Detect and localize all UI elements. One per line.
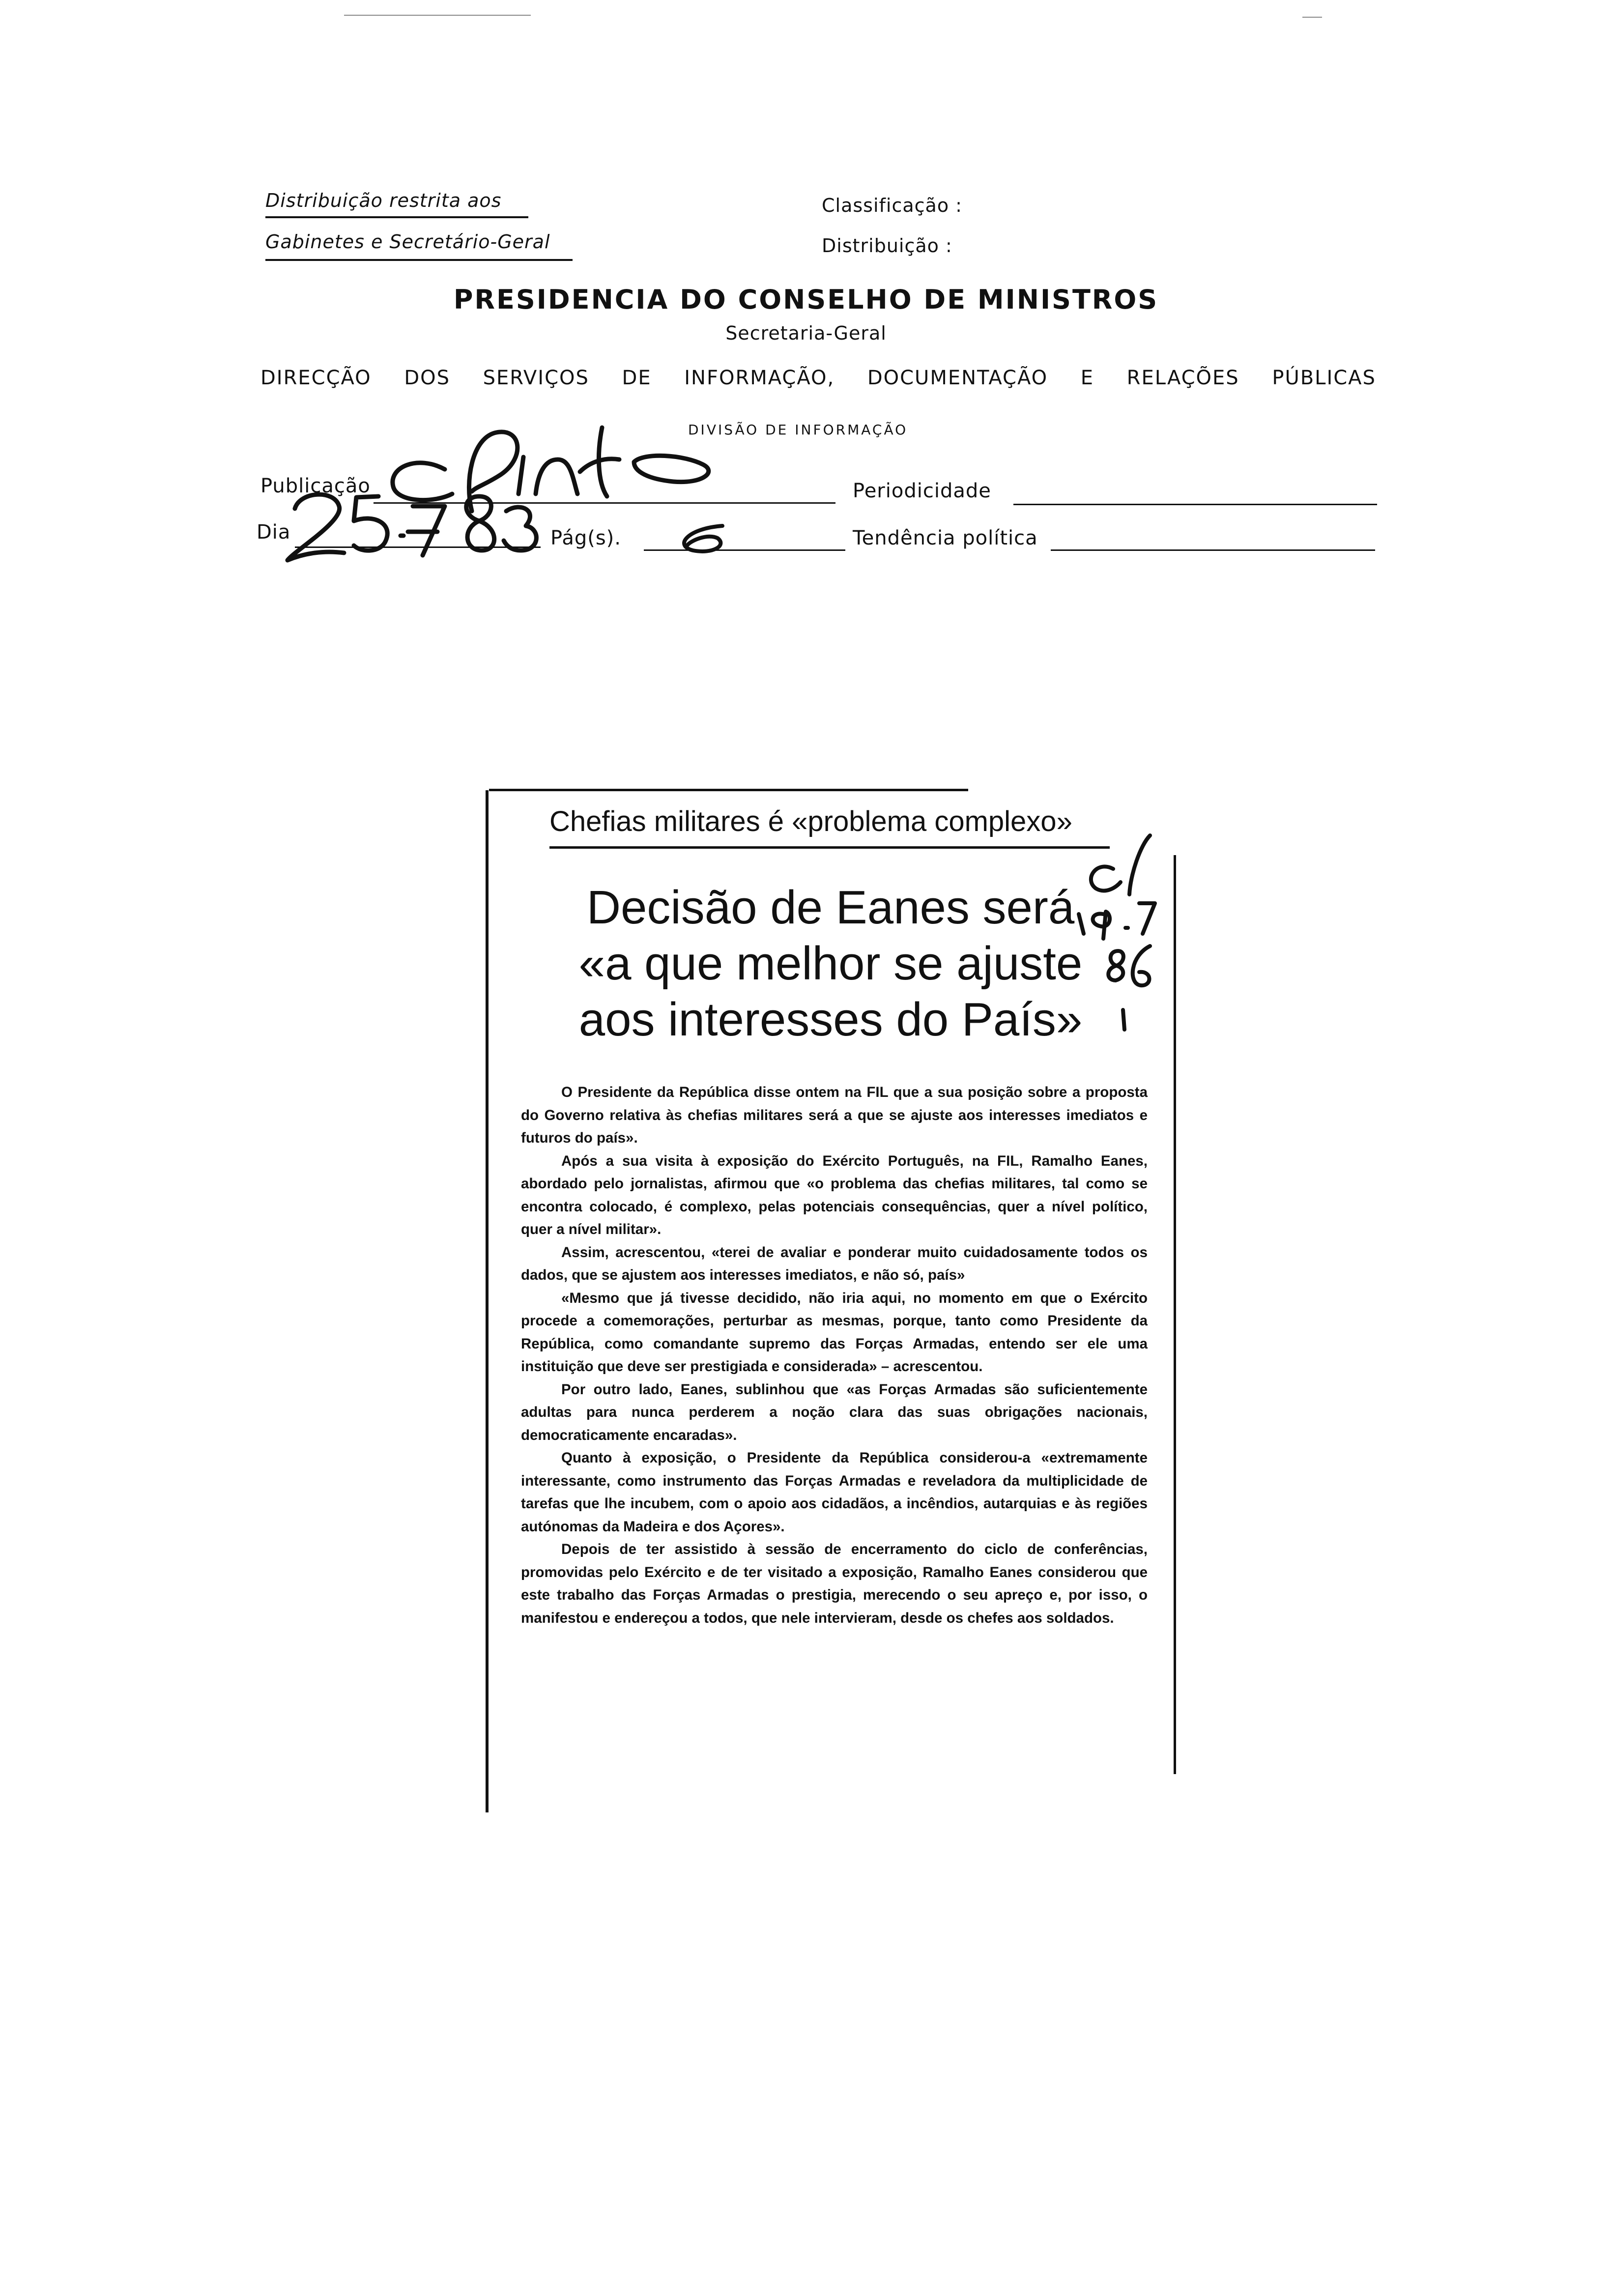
department-word: DOS [404, 367, 450, 389]
department-word: DOCUMENTAÇÃO [867, 367, 1048, 389]
department-word: E [1080, 367, 1094, 389]
distribution-restriction-line1: Distribuição restrita aos [265, 190, 502, 211]
classification-label: Classificação : [822, 195, 962, 216]
article-paragraph: Depois de ter assistido à sessão de encerramento do ciclo de conferências, promovidas pelo Exército e de ter visitado a exposição, Ramalho Eanes considerou que este trabalho das Forças Armadas o prestigia, merecendo o seu apreço e, por isso, o manifestou e endereçou a todos, que nele intervieram, desde os chefes aos soldados. [521, 1541, 1148, 1626]
page-title: PRESIDENCIA DO CONSELHO DE MINISTROS [453, 284, 1159, 315]
department-word: SERVIÇOS [483, 367, 589, 389]
headline-line: «a que melhor se ajuste [578, 937, 1083, 990]
department-word: INFORMAÇÃO, [684, 367, 835, 389]
political-tendency-label: Tendência política [853, 527, 1038, 549]
publication-label: Publicação [260, 475, 371, 497]
department-word: DE [622, 367, 652, 389]
article-kicker: Chefias militares é «problema complexo» [549, 805, 1072, 837]
article-paragraph: Após a sua visita à exposição do Exército Português, na FIL, Ramalho Eanes, abordado pelo jornalistas, afirmou que «o problema das chefias militares, tal como se encontra colocado, é complexo, pelas potenciais consequências, quer a nível político, quer a nível militar». [521, 1152, 1148, 1237]
page-subtitle: Secretaria-Geral [725, 322, 887, 344]
department-word: PÚBLICAS [1272, 367, 1376, 389]
article-paragraph: Assim, acrescentou, «terei de avaliar e ponderar muito cuidadosamente todos os dados, que se ajustem aos interesses imediatos, e não só, país» [521, 1244, 1148, 1283]
day-label: Dia [257, 521, 291, 544]
article-paragraph: O Presidente da República disse ontem na FIL que a sua posição sobre a proposta do Governo relativa às chefias militares será a que se ajuste aos interesses imediatos e futuros do país». [521, 1084, 1148, 1146]
handwritten-margin-note [0, 0, 1612, 1081]
distribution-label: Distribuição : [822, 235, 952, 257]
article-paragraph: «Mesmo que já tivesse decidido, não iria aqui, no momento em que o Exército procede a comemorações, perturbar as mesmas, porque, tanto como Presidente da República, como comandante supremo das Forças Armadas, entendo ser ele uma instituição que deve ser prestigiada e considerada» – acrescentou. [521, 1290, 1148, 1375]
article-body [521, 1081, 1148, 1630]
periodicity-label: Periodicidade [853, 480, 991, 502]
article-paragraph: Por outro lado, Eanes, sublinhou que «as Forças Armadas são suficientemente adultas para nunca perderem a noção clara das suas obrigações nacionais, democraticamente encaradas». [521, 1381, 1148, 1443]
department-word: RELAÇÕES [1126, 367, 1239, 389]
headline-line: aos interesses do País» [578, 993, 1083, 1046]
department-word: DIRECÇÃO [260, 367, 372, 389]
headline-line: Decisão de Eanes será [586, 881, 1075, 934]
division-label: DIVISÃO DE INFORMAÇÃO [688, 422, 908, 438]
distribution-restriction-line2: Gabinetes e Secretário-Geral [265, 231, 550, 253]
pages-label: Pág(s). [550, 527, 621, 549]
article-paragraph: Quanto à exposição, o Presidente da República considerou-a «extremamente interessante, como instrumento das Forças Armadas e reveladora da multiplicidade de tarefas que lhe incubem, com o apoio aos cidadãos, a incêndios, autarquias e às regiões autónomas da Madeira e dos Açores». [521, 1450, 1148, 1535]
